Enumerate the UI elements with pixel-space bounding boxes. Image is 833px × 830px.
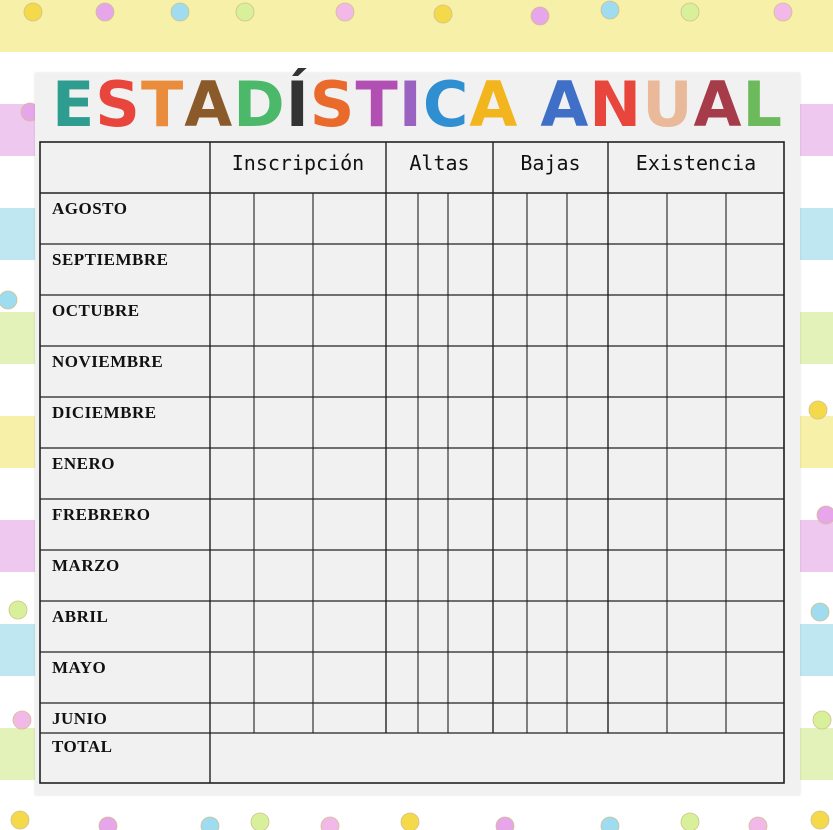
total-label: TOTAL [52, 737, 113, 756]
table-cell[interactable] [567, 346, 608, 397]
title-letter: S [309, 68, 356, 141]
table-cell[interactable] [210, 601, 254, 652]
table-cell[interactable] [448, 346, 493, 397]
table-cell[interactable] [726, 652, 784, 703]
table-cell[interactable] [386, 244, 418, 295]
month-label: MARZO [52, 556, 120, 575]
table-cell[interactable] [493, 550, 527, 601]
title-letter: U [642, 68, 694, 141]
table-cell[interactable] [210, 652, 254, 703]
table-cell[interactable] [608, 295, 667, 346]
table-cell[interactable] [667, 652, 726, 703]
table-cell[interactable] [418, 652, 448, 703]
title-letter: A [184, 68, 234, 141]
title-letter: S [95, 68, 141, 141]
table-cell[interactable] [448, 244, 493, 295]
table-cell[interactable] [667, 244, 726, 295]
table-cell[interactable] [567, 448, 608, 499]
table-cell[interactable] [386, 346, 418, 397]
table-cell[interactable] [567, 652, 608, 703]
table-cell[interactable] [418, 448, 448, 499]
table-cell[interactable] [448, 601, 493, 652]
table-cell[interactable] [254, 295, 313, 346]
table-cell[interactable] [254, 397, 313, 448]
total-cell[interactable] [210, 733, 784, 783]
table-cell[interactable] [493, 499, 527, 550]
table-cell[interactable] [418, 193, 448, 244]
table-cell[interactable] [493, 295, 527, 346]
month-label: OCTUBRE [52, 301, 140, 320]
table-cell[interactable] [493, 397, 527, 448]
table-cell[interactable] [313, 397, 386, 448]
table-cell[interactable] [493, 193, 527, 244]
table-cell[interactable] [726, 499, 784, 550]
table-cell[interactable] [448, 397, 493, 448]
month-label: FREBRERO [52, 505, 151, 524]
table-cell[interactable] [313, 499, 386, 550]
month-label: NOVIEMBRE [52, 352, 164, 371]
table-cell[interactable] [608, 193, 667, 244]
month-label: JUNIO [52, 709, 108, 728]
title-letter: L [742, 68, 784, 141]
table-cell[interactable] [567, 703, 608, 733]
table-cell[interactable] [254, 703, 313, 733]
table-cell[interactable] [567, 499, 608, 550]
month-label: SEPTIEMBRE [52, 250, 169, 269]
table-cell[interactable] [418, 550, 448, 601]
title-letter: T [355, 68, 399, 141]
month-label: AGOSTO [52, 199, 128, 218]
table-cell[interactable] [210, 295, 254, 346]
table-cell[interactable] [313, 448, 386, 499]
table-cell[interactable] [567, 193, 608, 244]
table-cell[interactable] [418, 244, 448, 295]
table-cell[interactable] [254, 550, 313, 601]
table-cell[interactable] [448, 550, 493, 601]
table-cell[interactable] [608, 703, 667, 733]
table-cell[interactable] [418, 601, 448, 652]
table-cell[interactable] [567, 601, 608, 652]
table-cell[interactable] [210, 397, 254, 448]
table-cell[interactable] [726, 244, 784, 295]
table-cell[interactable] [210, 346, 254, 397]
table-cell[interactable] [210, 703, 254, 733]
table-cell[interactable] [254, 448, 313, 499]
title-letter: D [233, 68, 286, 141]
table-cell[interactable] [667, 193, 726, 244]
table-cell[interactable] [667, 295, 726, 346]
table-cell[interactable] [527, 397, 567, 448]
table-cell[interactable] [418, 397, 448, 448]
table-cell[interactable] [313, 295, 386, 346]
table-cell[interactable] [210, 448, 254, 499]
title-letter: C [422, 68, 470, 141]
table-cell[interactable] [254, 499, 313, 550]
table-cell[interactable] [210, 193, 254, 244]
table-cell[interactable] [386, 448, 418, 499]
table-cell[interactable] [527, 448, 567, 499]
table-cell[interactable] [527, 346, 567, 397]
table-cell[interactable] [418, 499, 448, 550]
table-cell[interactable] [726, 601, 784, 652]
table-cell[interactable] [608, 652, 667, 703]
table-cell[interactable] [448, 448, 493, 499]
table-cell[interactable] [726, 550, 784, 601]
table-cell[interactable] [726, 346, 784, 397]
table-cell[interactable] [448, 193, 493, 244]
table-cell[interactable] [493, 448, 527, 499]
table-cell[interactable] [493, 244, 527, 295]
title-letter: N [589, 68, 643, 141]
table-cell[interactable] [527, 550, 567, 601]
table-cell[interactable] [667, 346, 726, 397]
table-cell[interactable] [386, 499, 418, 550]
table-cell[interactable] [493, 601, 527, 652]
table-cell[interactable] [210, 499, 254, 550]
header-inscripcion: Inscripción [231, 151, 365, 175]
table-cell[interactable] [527, 193, 567, 244]
table-cell[interactable] [527, 601, 567, 652]
table-cell[interactable] [567, 550, 608, 601]
table-cell[interactable] [210, 244, 254, 295]
table-cell[interactable] [448, 295, 493, 346]
table-cell[interactable] [313, 193, 386, 244]
table-cell[interactable] [608, 499, 667, 550]
table-cell[interactable] [386, 397, 418, 448]
table-cell[interactable] [418, 703, 448, 733]
table-cell[interactable] [313, 652, 386, 703]
table-cell[interactable] [254, 346, 313, 397]
table-cell[interactable] [386, 193, 418, 244]
table-cell[interactable] [386, 550, 418, 601]
table-cell[interactable] [386, 652, 418, 703]
table-cell[interactable] [493, 652, 527, 703]
table-cell[interactable] [667, 703, 726, 733]
table-cell[interactable] [313, 244, 386, 295]
month-label: DICIEMBRE [52, 403, 157, 422]
table-cell[interactable] [418, 295, 448, 346]
table-cell[interactable] [313, 550, 386, 601]
table-cell[interactable] [254, 601, 313, 652]
header-bajas: Bajas [520, 151, 581, 175]
table-cell[interactable] [527, 703, 567, 733]
table-cell[interactable] [726, 397, 784, 448]
table-cell[interactable] [254, 244, 313, 295]
table-cell[interactable] [667, 550, 726, 601]
table-cell[interactable] [527, 295, 567, 346]
table-cell[interactable] [667, 448, 726, 499]
table-cell[interactable] [313, 601, 386, 652]
table-cell[interactable] [493, 703, 527, 733]
table-cell[interactable] [448, 499, 493, 550]
table-cell[interactable] [448, 652, 493, 703]
title-letter: A [469, 68, 519, 141]
table-cell[interactable] [667, 499, 726, 550]
title-letter: Í [285, 68, 310, 141]
table-cell[interactable] [726, 295, 784, 346]
table-cell[interactable] [667, 397, 726, 448]
table-cell[interactable] [254, 652, 313, 703]
table-cell[interactable] [527, 652, 567, 703]
month-label: ENERO [52, 454, 115, 473]
table-cell[interactable] [608, 397, 667, 448]
table-cell[interactable] [608, 550, 667, 601]
month-label: MAYO [52, 658, 107, 677]
table-cell[interactable] [313, 703, 386, 733]
table-cell[interactable] [527, 244, 567, 295]
table-cell[interactable] [608, 346, 667, 397]
table-cell[interactable] [608, 601, 667, 652]
title-letter: A [540, 68, 590, 141]
header-existencia: Existencia [635, 151, 757, 175]
table-cell[interactable] [386, 601, 418, 652]
table-cell[interactable] [567, 295, 608, 346]
table-cell[interactable] [667, 601, 726, 652]
table-cell[interactable] [418, 346, 448, 397]
table-cell[interactable] [726, 448, 784, 499]
title-letter: I [398, 68, 423, 141]
table-cell[interactable] [608, 448, 667, 499]
table-cell[interactable] [210, 550, 254, 601]
table-cell[interactable] [567, 244, 608, 295]
title-letter: E [51, 68, 96, 141]
table-cell[interactable] [386, 295, 418, 346]
table-cell[interactable] [386, 703, 418, 733]
title-letter: T [140, 68, 185, 141]
table-cell[interactable] [726, 193, 784, 244]
title-letter: A [693, 68, 743, 141]
table-cell[interactable] [493, 346, 527, 397]
table-cell[interactable] [527, 499, 567, 550]
table-cell[interactable] [448, 703, 493, 733]
header-altas: Altas [409, 151, 470, 175]
table-cell[interactable] [726, 703, 784, 733]
table-cell[interactable] [313, 346, 386, 397]
table-cell[interactable] [567, 397, 608, 448]
table-cell[interactable] [608, 244, 667, 295]
month-label: ABRIL [52, 607, 109, 626]
table-cell[interactable] [254, 193, 313, 244]
